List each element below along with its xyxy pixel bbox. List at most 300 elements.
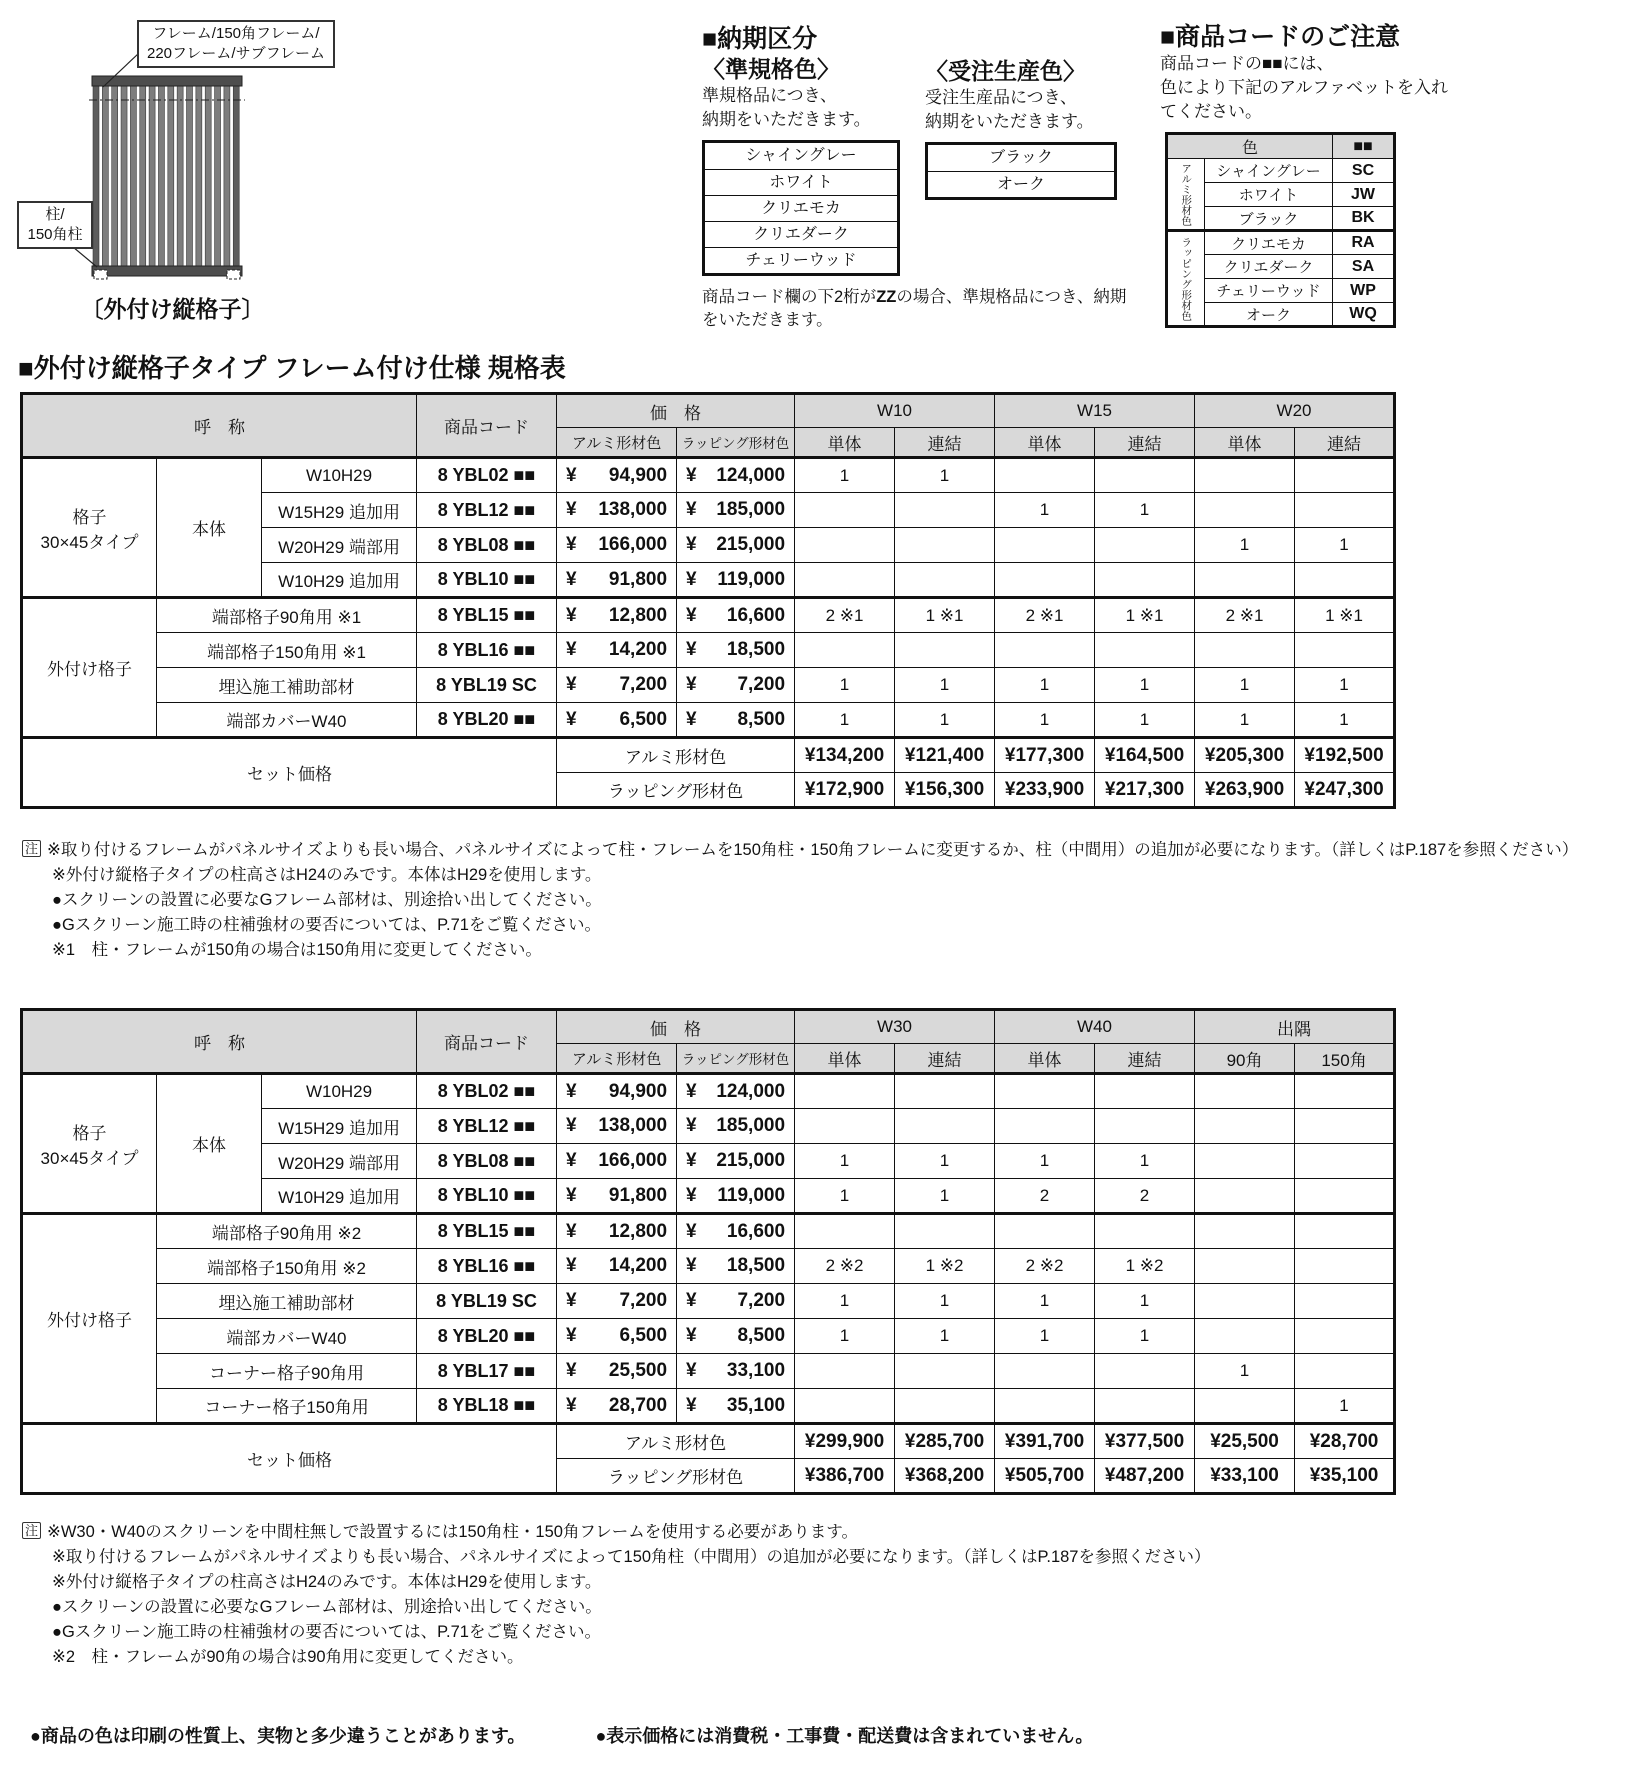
t2-row-4-price-wrap [677, 1214, 795, 1249]
t1-row-2-qty-5: 1 [1295, 528, 1395, 563]
t2-group-koshi [22, 1074, 157, 1214]
t1-row-7-qty-4: 1 [1195, 703, 1295, 738]
t2-row-2-price-wrap-yen: ¥ [686, 1150, 697, 1171]
t2-head-sub-3: 連結 [1095, 1044, 1195, 1074]
t2-row-5-price-alumi-yen: ¥ [566, 1255, 577, 1276]
t2-row-2-qty-3: 1 [1095, 1144, 1195, 1179]
t1-row-6-qty-4: 1 [1195, 668, 1295, 703]
t1-set-alumi-label: アルミ形材色 [557, 738, 795, 773]
t2-row-6-price-alumi [557, 1284, 677, 1319]
t1-row-1-price-wrap-wrap [677, 499, 794, 521]
notes-2 [22, 1520, 1210, 1670]
color-code: BK [1333, 207, 1395, 231]
t1-set-alumi-4: ¥205,300 [1195, 738, 1295, 773]
t2-row-6-price-wrap-wrap [677, 1290, 794, 1312]
t2-row-1-qty-1 [895, 1109, 995, 1144]
t1-row-6-qty-2: 1 [995, 668, 1095, 703]
t2-row-2-price-alumi-wrap [557, 1150, 676, 1172]
t1-row-2-price-alumi-yen: ¥ [566, 534, 577, 555]
t2-row-2-price-wrap [677, 1144, 795, 1179]
t2-row-7-qty-0: 1 [795, 1319, 895, 1354]
t1-head-name: 呼 称 [22, 394, 417, 458]
t1-row-1-name: W15H29 追加用 [262, 493, 417, 528]
t1-head-alumi: アルミ形材色 [557, 428, 677, 458]
delivery-title: ■納期区分 [702, 25, 818, 53]
made-to-order-color-list [925, 142, 1117, 200]
t1-row-5-price-alumi [557, 633, 677, 668]
t2-row-9-qty-4 [1195, 1389, 1295, 1424]
t2-head-name: 呼 称 [22, 1010, 417, 1074]
t1-row-3-qty-0 [795, 563, 895, 598]
t1-row-6-code: 8 YBL19 SC [417, 668, 557, 703]
t2-set-wrap-0: ¥386,700 [795, 1459, 895, 1494]
t2-row-7-qty-2: 1 [995, 1319, 1095, 1354]
spec-table-2-wrap [20, 1008, 1396, 1495]
t2-row-2-name: W20H29 端部用 [262, 1144, 417, 1179]
t1-row-5-price-alumi-amount: 14,200 [608, 639, 668, 660]
t1-row-1-price-alumi-yen: ¥ [566, 499, 577, 520]
t2-row-7-price-wrap-amount: 8,500 [737, 1325, 786, 1346]
t2-group-koshi-line2: 30×45タイプ [40, 1148, 139, 1168]
t1-group-hontai: 本体 [157, 458, 262, 598]
made-to-order-desc-1: 受注生産品につき、 [925, 88, 1077, 107]
t2-row-5-qty-1: 1 ※2 [895, 1249, 995, 1284]
t2-row-2-qty-5 [1295, 1144, 1395, 1179]
color-name: クリエモカ [1205, 231, 1333, 255]
t1-head-sub-3: 連結 [1095, 428, 1195, 458]
spec-table-1 [20, 392, 1396, 809]
t2-row-7-qty-4 [1195, 1319, 1295, 1354]
t1-row-2-price-wrap [677, 528, 795, 563]
t2-row-9-price-alumi-amount: 28,700 [608, 1394, 668, 1416]
t1-row-0-price-alumi [557, 458, 677, 493]
t2-row-7-price-alumi-wrap [557, 1325, 676, 1347]
t2-set-wrap-label: ラッピング形材色 [557, 1459, 795, 1494]
t1-row-4-price-alumi [557, 598, 677, 633]
product-code-notice-block [1160, 22, 1630, 328]
notes1-line5: ※1 柱・フレームが150角の場合は150角用に変更してください。 [52, 941, 542, 959]
color-code: SA [1333, 255, 1395, 279]
diagram-caption: 〔外付け縦格子〕 [80, 296, 265, 322]
t2-row-4-qty-2 [995, 1214, 1095, 1249]
frame-label [137, 20, 335, 68]
t2-row-5-qty-3: 1 ※2 [1095, 1249, 1195, 1284]
t1-head-sub-1: 連結 [895, 428, 995, 458]
t1-row-4-qty-4: 2 ※1 [1195, 598, 1295, 633]
t1-set-alumi-3: ¥164,500 [1095, 738, 1195, 773]
t1-row-0-qty-1: 1 [895, 458, 995, 493]
color-item: オーク [928, 171, 1114, 197]
t2-row-4-price-alumi-wrap [557, 1221, 676, 1243]
t1-row-4-price-wrap-yen: ¥ [686, 604, 697, 626]
t2-row-3-name: W10H29 追加用 [262, 1179, 417, 1214]
t1-set-wrap-2: ¥233,900 [995, 773, 1095, 808]
color-name: ホワイト [1205, 183, 1333, 207]
t1-row-4-price-alumi-yen: ¥ [566, 604, 577, 626]
t1-set-alumi-2: ¥177,300 [995, 738, 1095, 773]
code-notice-title: ■商品コードのご注意 [1160, 23, 1401, 51]
t1-row-1-qty-2: 1 [995, 493, 1095, 528]
footer-note-right: ●表示価格には消費税・工事費・配送費は含まれていません。 [595, 1726, 1094, 1746]
t2-row-5-code: 8 YBL16 ■■ [417, 1249, 557, 1284]
t1-set-alumi-1: ¥121,400 [895, 738, 995, 773]
t2-row-8-qty-2 [995, 1354, 1095, 1389]
t2-row-1-price-wrap-amount: 185,000 [716, 1115, 786, 1136]
t2-row-2-code: 8 YBL08 ■■ [417, 1144, 557, 1179]
t1-row-5-price-alumi-yen: ¥ [566, 639, 577, 660]
t2-row-5-qty-0: 2 ※2 [795, 1249, 895, 1284]
semi-standard-desc-2: 納期をいただきます。 [702, 110, 871, 129]
t2-head-sub-0: 単体 [795, 1044, 895, 1074]
t2-row-6-qty-1: 1 [895, 1284, 995, 1319]
t1-head-sub-2: 単体 [995, 428, 1095, 458]
t1-row-4-qty-0: 2 ※1 [795, 598, 895, 633]
t1-head-sub-4: 単体 [1195, 428, 1295, 458]
note-mark: 注 [22, 840, 41, 857]
t2-row-1-qty-2 [995, 1109, 1095, 1144]
t1-row-7-price-alumi [557, 703, 677, 738]
color-name: オーク [1205, 303, 1333, 327]
notes1-line1: ※取り付けるフレームがパネルサイズよりも長い場合、パネルサイズによって柱・フレームを150角柱・150角フレームに変更するか、柱（中間用）の追加が必要になります。（詳しくはP.187を参照ください） [47, 841, 1579, 859]
t2-row-4-price-wrap-yen: ¥ [686, 1220, 697, 1242]
t2-row-7-qty-3: 1 [1095, 1319, 1195, 1354]
t1-row-2-qty-1 [895, 528, 995, 563]
t1-set-wrap-0: ¥172,900 [795, 773, 895, 808]
t2-row-9-price-wrap-wrap [677, 1395, 794, 1417]
t2-row-8-price-wrap-yen: ¥ [686, 1360, 697, 1381]
made-to-order-desc-2: 納期をいただきます。 [925, 112, 1094, 131]
t2-row-7-price-wrap [677, 1319, 795, 1354]
t1-row-5-qty-2 [995, 633, 1095, 668]
t2-row-8-price-alumi-yen: ¥ [566, 1360, 577, 1381]
t1-row-7-price-alumi-yen: ¥ [566, 708, 577, 730]
t2-row-7-qty-1: 1 [895, 1319, 995, 1354]
t2-row-9-qty-1 [895, 1389, 995, 1424]
t2-row-3-qty-4 [1195, 1179, 1295, 1214]
t1-row-7-price-alumi-wrap [557, 709, 676, 731]
t2-row-2-qty-1: 1 [895, 1144, 995, 1179]
t2-row-8-price-wrap-wrap [677, 1360, 794, 1382]
t1-row-7-qty-1: 1 [895, 703, 995, 738]
t2-head-price: 価 格 [557, 1010, 795, 1044]
notes2-line6: ※2 柱・フレームが90角の場合は90角用に変更してください。 [52, 1648, 524, 1666]
t1-row-3-qty-3 [1095, 563, 1195, 598]
t2-row-6-price-wrap-amount: 7,200 [737, 1290, 786, 1311]
t2-set-alumi-0: ¥299,900 [795, 1424, 895, 1459]
t1-row-4-qty-5: 1 ※1 [1295, 598, 1395, 633]
t1-row-6-price-alumi-yen: ¥ [566, 674, 577, 695]
t1-row-5-code: 8 YBL16 ■■ [417, 633, 557, 668]
t1-row-2-code: 8 YBL08 ■■ [417, 528, 557, 563]
t1-row-6-price-wrap [677, 668, 795, 703]
t1-row-2-price-wrap-yen: ¥ [686, 534, 697, 555]
t2-row-6-qty-4 [1195, 1284, 1295, 1319]
t2-row-2-price-wrap-wrap [677, 1150, 794, 1172]
t2-set-wrap-3: ¥487,200 [1095, 1459, 1195, 1494]
t2-row-1-qty-0 [795, 1109, 895, 1144]
t2-row-0-price-wrap-yen: ¥ [686, 1080, 697, 1102]
t1-row-5-price-wrap-wrap [677, 639, 794, 661]
t2-row-3-qty-2: 2 [995, 1179, 1095, 1214]
t1-row-6-price-wrap-yen: ¥ [686, 674, 697, 695]
t2-row-1-price-alumi [557, 1109, 677, 1144]
t2-row-5-price-wrap [677, 1249, 795, 1284]
t2-head-sub-2: 単体 [995, 1044, 1095, 1074]
t1-row-4-price-wrap-amount: 16,600 [726, 604, 786, 626]
notes2-line4: ●スクリーンの設置に必要なGフレーム部材は、別途拾い出してください。 [52, 1598, 602, 1616]
notes1-line4: ●Gスクリーン施工時の柱補強材の要否については、P.71をご覧ください。 [52, 916, 601, 934]
t1-row-3-qty-5 [1295, 563, 1395, 598]
t1-row-6-qty-3: 1 [1095, 668, 1195, 703]
t1-row-6-qty-5: 1 [1295, 668, 1395, 703]
t1-row-3-price-alumi [557, 563, 677, 598]
t1-row-5-qty-4 [1195, 633, 1295, 668]
t1-set-alumi-5: ¥192,500 [1295, 738, 1395, 773]
t2-row-4-code: 8 YBL15 ■■ [417, 1214, 557, 1249]
t2-row-3-price-wrap-wrap [677, 1185, 794, 1207]
t2-head-desumi: 出隅 [1195, 1010, 1395, 1044]
t1-set-label: セット価格 [22, 738, 557, 808]
t2-row-9-qty-2 [995, 1389, 1095, 1424]
t1-group-koshi-line2: 30×45タイプ [40, 532, 139, 552]
t1-head-sub-5: 連結 [1295, 428, 1395, 458]
color-code: JW [1333, 183, 1395, 207]
t2-row-9-qty-3 [1095, 1389, 1195, 1424]
t2-row-7-price-alumi-yen: ¥ [566, 1325, 577, 1346]
t1-row-7-price-wrap-wrap [677, 709, 794, 731]
t2-row-2-qty-0: 1 [795, 1144, 895, 1179]
delivery-classification-block [702, 24, 927, 276]
t1-row-4-price-alumi-wrap [557, 605, 676, 627]
t2-row-0-qty-0 [795, 1074, 895, 1109]
t2-row-3-price-wrap-yen: ¥ [686, 1184, 697, 1206]
t1-row-2-qty-0 [795, 528, 895, 563]
t1-row-3-price-wrap-wrap [677, 569, 794, 591]
zz-code-note [702, 286, 1152, 332]
t2-row-3-price-wrap [677, 1179, 795, 1214]
t2-row-8-qty-1 [895, 1354, 995, 1389]
group-label-alumi: アルミ形材色 [1167, 159, 1205, 231]
color-code: WQ [1333, 303, 1395, 327]
t2-row-6-price-wrap-yen: ¥ [686, 1290, 697, 1311]
t2-row-6-code: 8 YBL19 SC [417, 1284, 557, 1319]
t1-row-7-qty-3: 1 [1095, 703, 1195, 738]
t2-row-7-price-alumi-amount: 6,500 [619, 1325, 668, 1346]
t1-row-2-price-alumi [557, 528, 677, 563]
t2-set-alumi-4: ¥25,500 [1195, 1424, 1295, 1459]
color-item: チェリーウッド [705, 247, 897, 273]
fence-slats [93, 85, 239, 267]
code-notice-desc-3: てください。 [1160, 102, 1262, 121]
notes2-line1: ※W30・W40のスクリーンを中間柱無しで設置するには150角柱・150角フレームを使用する必要があります。 [47, 1523, 858, 1541]
notes2-line5: ●Gスクリーン施工時の柱補強材の要否については、P.71をご覧ください。 [52, 1623, 601, 1641]
t1-set-alumi-0: ¥134,200 [795, 738, 895, 773]
t2-head-sub-5: 150角 [1295, 1044, 1395, 1074]
t2-group-sotozuke: 外付け格子 [22, 1214, 157, 1424]
t1-row-2-qty-2 [995, 528, 1095, 563]
t1-row-0-price-alumi-wrap [557, 465, 676, 487]
t1-row-1-qty-4 [1195, 493, 1295, 528]
t2-row-4-price-alumi-yen: ¥ [566, 1220, 577, 1242]
t1-row-0-price-alumi-amount: 94,900 [608, 464, 668, 486]
t2-row-0-price-alumi-wrap [557, 1081, 676, 1103]
t2-row-6-price-wrap [677, 1284, 795, 1319]
t2-row-0-price-wrap [677, 1074, 795, 1109]
color-item: ブラック [989, 149, 1053, 166]
t1-row-1-price-wrap-yen: ¥ [686, 499, 697, 520]
t2-row-8-qty-0 [795, 1354, 895, 1389]
t1-head-w20: W20 [1195, 394, 1395, 428]
t2-row-0-price-wrap-wrap [677, 1081, 794, 1103]
t2-row-8-price-wrap-amount: 33,100 [726, 1360, 786, 1381]
t2-head-alumi: アルミ形材色 [557, 1044, 677, 1074]
t2-row-2-price-alumi-amount: 166,000 [598, 1150, 668, 1171]
fence-top-frame [92, 76, 242, 86]
t2-group-koshi-line1: 格子 [72, 1123, 107, 1143]
t1-row-3-qty-2 [995, 563, 1095, 598]
t2-row-8-price-wrap [677, 1354, 795, 1389]
spec-table-2 [20, 1008, 1396, 1495]
t2-row-2-price-wrap-amount: 215,000 [716, 1150, 786, 1171]
t2-row-7-code: 8 YBL20 ■■ [417, 1319, 557, 1354]
t2-row-3-price-alumi-amount: 91,800 [608, 1184, 668, 1206]
color-code-table [1165, 132, 1396, 328]
t1-row-5-price-wrap [677, 633, 795, 668]
t1-row-0-qty-5 [1295, 458, 1395, 493]
t2-row-8-price-alumi [557, 1354, 677, 1389]
t2-row-5-qty-4 [1195, 1249, 1295, 1284]
t2-row-4-qty-1 [895, 1214, 995, 1249]
t2-group-hontai: 本体 [157, 1074, 262, 1214]
color-item: ホワイト [705, 169, 897, 195]
t1-row-7-price-wrap [677, 703, 795, 738]
t2-row-3-price-wrap-amount: 119,000 [717, 1184, 786, 1206]
t1-row-4-price-alumi-amount: 12,800 [608, 604, 668, 626]
t2-row-1-qty-3 [1095, 1109, 1195, 1144]
t2-row-0-qty-2 [995, 1074, 1095, 1109]
t2-row-0-qty-5 [1295, 1074, 1395, 1109]
t1-row-6-price-wrap-wrap [677, 674, 794, 696]
post-footprint-right [227, 270, 240, 279]
t2-row-8-code: 8 YBL17 ■■ [417, 1354, 557, 1389]
color-name: チェリーウッド [1205, 279, 1333, 303]
t1-row-1-qty-5 [1295, 493, 1395, 528]
t2-row-7-price-wrap-wrap [677, 1325, 794, 1347]
t1-group-sotozuke: 外付け格子 [22, 598, 157, 738]
group-label-wrapping: ラッピング形材色 [1167, 231, 1205, 327]
t1-row-3-name: W10H29 追加用 [262, 563, 417, 598]
frame-label-line2: 220フレーム/サブフレーム [147, 45, 325, 62]
t2-row-3-qty-0: 1 [795, 1179, 895, 1214]
t1-row-7-price-wrap-yen: ¥ [686, 708, 697, 730]
t2-row-9-price-wrap-amount: 35,100 [726, 1394, 786, 1416]
t1-row-2-price-wrap-wrap [677, 534, 794, 556]
made-to-order-block [925, 56, 1135, 200]
color-code-col-color: 色 [1167, 134, 1333, 159]
t2-row-5-name: 端部格子150角用 ※2 [157, 1249, 417, 1284]
t1-row-7-code: 8 YBL20 ■■ [417, 703, 557, 738]
t1-set-wrap-label: ラッピング形材色 [557, 773, 795, 808]
t2-set-wrap-4: ¥33,100 [1195, 1459, 1295, 1494]
t1-row-0-price-alumi-yen: ¥ [566, 464, 577, 486]
t1-row-4-qty-2: 2 ※1 [995, 598, 1095, 633]
t2-row-8-price-alumi-amount: 25,500 [608, 1360, 668, 1381]
color-code-col-code: ■■ [1333, 134, 1395, 159]
t1-row-6-price-wrap-amount: 7,200 [737, 674, 786, 695]
t1-row-6-qty-1: 1 [895, 668, 995, 703]
t1-row-1-qty-0 [795, 493, 895, 528]
t1-row-0-qty-3 [1095, 458, 1195, 493]
t2-row-8-qty-3 [1095, 1354, 1195, 1389]
t2-row-6-qty-3: 1 [1095, 1284, 1195, 1319]
t2-row-4-price-wrap-amount: 16,600 [726, 1220, 786, 1242]
made-to-order-heading: 〈受注生産色〉 [925, 58, 1086, 84]
t2-row-8-qty-4: 1 [1195, 1354, 1295, 1389]
t2-row-1-code: 8 YBL12 ■■ [417, 1109, 557, 1144]
t2-row-4-price-wrap-wrap [677, 1221, 794, 1243]
t1-row-0-name: W10H29 [262, 458, 417, 493]
semi-standard-heading: 〈準規格色〉 [702, 56, 840, 82]
t2-head-sub-4: 90角 [1195, 1044, 1295, 1074]
t2-row-7-name: 端部カバーW40 [157, 1319, 417, 1354]
color-name: シャイングレー [1205, 159, 1333, 183]
spec-table-1-wrap [20, 392, 1396, 809]
semi-standard-color-list [702, 140, 900, 276]
t1-row-7-price-wrap-amount: 8,500 [737, 708, 786, 730]
t1-row-0-qty-2 [995, 458, 1095, 493]
color-item: クリエダーク [705, 221, 897, 247]
t2-row-0-price-wrap-amount: 124,000 [716, 1080, 786, 1102]
t2-row-6-name: 埋込施工補助部材 [157, 1284, 417, 1319]
t1-group-koshi-line1: 格子 [72, 507, 107, 527]
section1-title: ■外付け縦格子タイプ フレーム付け仕様 規格表 [18, 353, 566, 383]
t2-row-9-price-alumi [557, 1389, 677, 1424]
semi-standard-desc-1: 準規格品につき、 [702, 86, 837, 105]
post-label [17, 201, 93, 249]
t2-row-4-qty-0 [795, 1214, 895, 1249]
t1-row-0-price-wrap-yen: ¥ [686, 464, 697, 486]
fence-diagram [15, 15, 355, 335]
footer-notes [30, 1722, 1093, 1748]
t2-row-8-name: コーナー格子90角用 [157, 1354, 417, 1389]
color-name: ブラック [1205, 207, 1333, 231]
t2-set-alumi-label: アルミ形材色 [557, 1424, 795, 1459]
t1-row-0-qty-0: 1 [795, 458, 895, 493]
t1-row-2-price-wrap-amount: 215,000 [716, 534, 786, 555]
t2-row-0-price-alumi-yen: ¥ [566, 1080, 577, 1102]
t2-row-5-price-alumi-amount: 14,200 [608, 1255, 668, 1276]
t2-row-7-qty-5 [1295, 1319, 1395, 1354]
t2-row-8-qty-5 [1295, 1354, 1395, 1389]
t1-head-wrap: ラッピング形材色 [677, 428, 795, 458]
t1-row-3-price-wrap-amount: 119,000 [717, 568, 786, 590]
t2-row-1-price-wrap-yen: ¥ [686, 1115, 697, 1136]
t2-row-4-name: 端部格子90角用 ※2 [157, 1214, 417, 1249]
t2-row-4-price-alumi-amount: 12,800 [608, 1220, 668, 1242]
t2-row-4-qty-4 [1195, 1214, 1295, 1249]
t2-row-1-price-alumi-wrap [557, 1115, 676, 1137]
t1-row-4-qty-1: 1 ※1 [895, 598, 995, 633]
notes1-line2: ※外付け縦格子タイプの柱高さはH24のみです。本体はH29を使用します。 [52, 866, 602, 884]
notes2-line3: ※外付け縦格子タイプの柱高さはH24のみです。本体はH29を使用します。 [52, 1573, 602, 1591]
t2-row-0-qty-4 [1195, 1074, 1295, 1109]
t2-row-3-price-alumi [557, 1179, 677, 1214]
t1-row-5-name: 端部格子150角用 ※1 [157, 633, 417, 668]
post-footprint-left [94, 270, 107, 279]
t2-row-0-qty-1 [895, 1074, 995, 1109]
t2-row-6-qty-0: 1 [795, 1284, 895, 1319]
frame-label-line1: フレーム/150角フレーム/ [152, 25, 320, 42]
